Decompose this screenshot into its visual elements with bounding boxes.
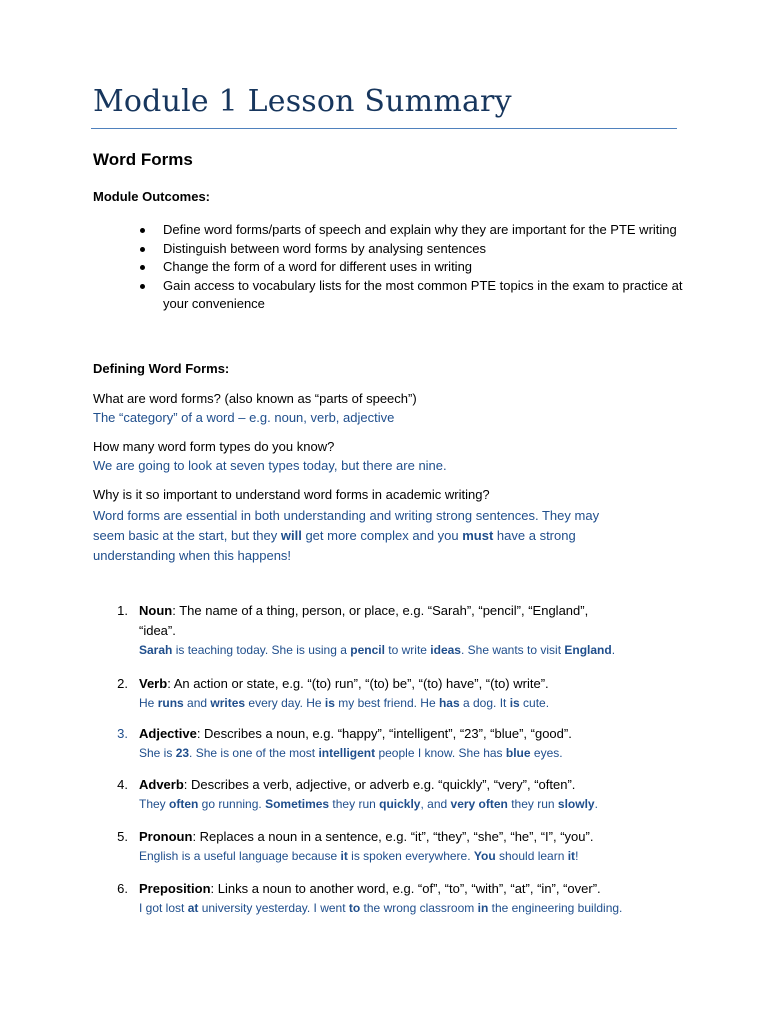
answer-1: The “category” of a word – e.g. noun, verb, adjective: [93, 410, 395, 425]
word-form-description: : The name of a thing, person, or place, e.g. “Sarah”, “pencil”, “England”,: [172, 603, 589, 618]
word-form-definition: [139, 827, 699, 847]
word-form-term: Adverb: [139, 777, 184, 792]
word-form-description: : Links a noun to another word, e.g. “of”, “to”, “with”, “at”, “in”, “over”.: [210, 881, 601, 896]
bullet-icon: [140, 247, 145, 252]
word-form-description-cont: “idea”.: [139, 623, 176, 638]
answer-3-line-2: seem basic at the start, but they will get more complex and you must have a strong: [93, 528, 576, 543]
word-form-example: She is 23. She is one of the most intelligent people I know. She has blue eyes.: [139, 746, 563, 760]
word-form-term: Noun: [139, 603, 173, 618]
outcomes-heading: Module Outcomes:: [93, 189, 211, 204]
outcome-item: Change the form of a word for different uses in writing: [135, 258, 695, 277]
list-number: 3.: [117, 726, 128, 741]
word-form-example: English is a useful language because it is spoken everywhere. You should learn it!: [139, 849, 579, 863]
list-number: 5.: [117, 829, 128, 844]
word-form-term: Adjective: [139, 726, 197, 741]
section-heading: Word Forms: [93, 150, 193, 169]
word-form-term: Preposition: [139, 881, 211, 896]
word-form-description: : Replaces a noun in a sentence, e.g. “it”, “they”, “she”, “he”, “I”, “you”.: [192, 829, 594, 844]
outcome-item: Gain access to vocabulary lists for the most common PTE topics in the exam to practice at your convenience: [135, 277, 695, 314]
outcome-item: Define word forms/parts of speech and explain why they are important for the PTE writing: [135, 221, 695, 240]
word-form-example: He runs and writes every day. He is my best friend. He has a dog. It is cute.: [139, 696, 550, 710]
word-form-example: I got lost at university yesterday. I went to the wrong classroom in the engineering building.: [139, 901, 623, 915]
question-3: Why is it so important to understand word forms in academic writing?: [93, 487, 490, 502]
word-form-definition: [139, 601, 699, 641]
outcome-item: Distinguish between word forms by analysing sentences: [135, 240, 695, 259]
word-form-description: : Describes a verb, adjective, or adverb e.g. “quickly”, “very”, “often”.: [183, 777, 576, 792]
list-number: 4.: [117, 777, 128, 792]
list-number: 6.: [117, 881, 128, 896]
answer-2: We are going to look at seven types today, but there are nine.: [93, 458, 447, 473]
word-form-definition: [139, 775, 699, 795]
word-form-term: Verb: [139, 676, 168, 691]
list-number: 2.: [117, 676, 128, 691]
page-title: Module 1 Lesson Summary: [93, 84, 512, 119]
word-form-definition: [139, 674, 699, 694]
word-form-description: : An action or state, e.g. “(to) run”, “(to) be”, “(to) have”, “(to) write”.: [167, 676, 549, 691]
title-divider: [91, 128, 677, 129]
answer-3-line-3: understanding when this happens!: [93, 548, 292, 563]
question-1: What are word forms? (also known as “parts of speech”): [93, 391, 417, 406]
word-form-term: Pronoun: [139, 829, 193, 844]
outcomes-list: [135, 221, 695, 314]
answer-3-line-1: Word forms are essential in both understanding and writing strong sentences. They may: [93, 508, 600, 523]
question-2: How many word form types do you know?: [93, 439, 335, 454]
word-form-description: : Describes a noun, e.g. “happy”, “intelligent”, “23”, “blue”, “good”.: [196, 726, 572, 741]
list-number: 1.: [117, 603, 128, 618]
bullet-icon: [140, 284, 145, 289]
word-form-example: Sarah is teaching today. She is using a pencil to write ideas. She wants to visit England.: [139, 643, 616, 657]
word-form-definition: [139, 879, 699, 899]
bullet-icon: [140, 265, 145, 270]
bullet-icon: [140, 228, 145, 233]
defining-heading: Defining Word Forms:: [93, 361, 230, 376]
word-form-example: They often go running. Sometimes they run quickly, and very often they run slowly.: [139, 797, 598, 811]
word-form-definition: [139, 724, 699, 744]
